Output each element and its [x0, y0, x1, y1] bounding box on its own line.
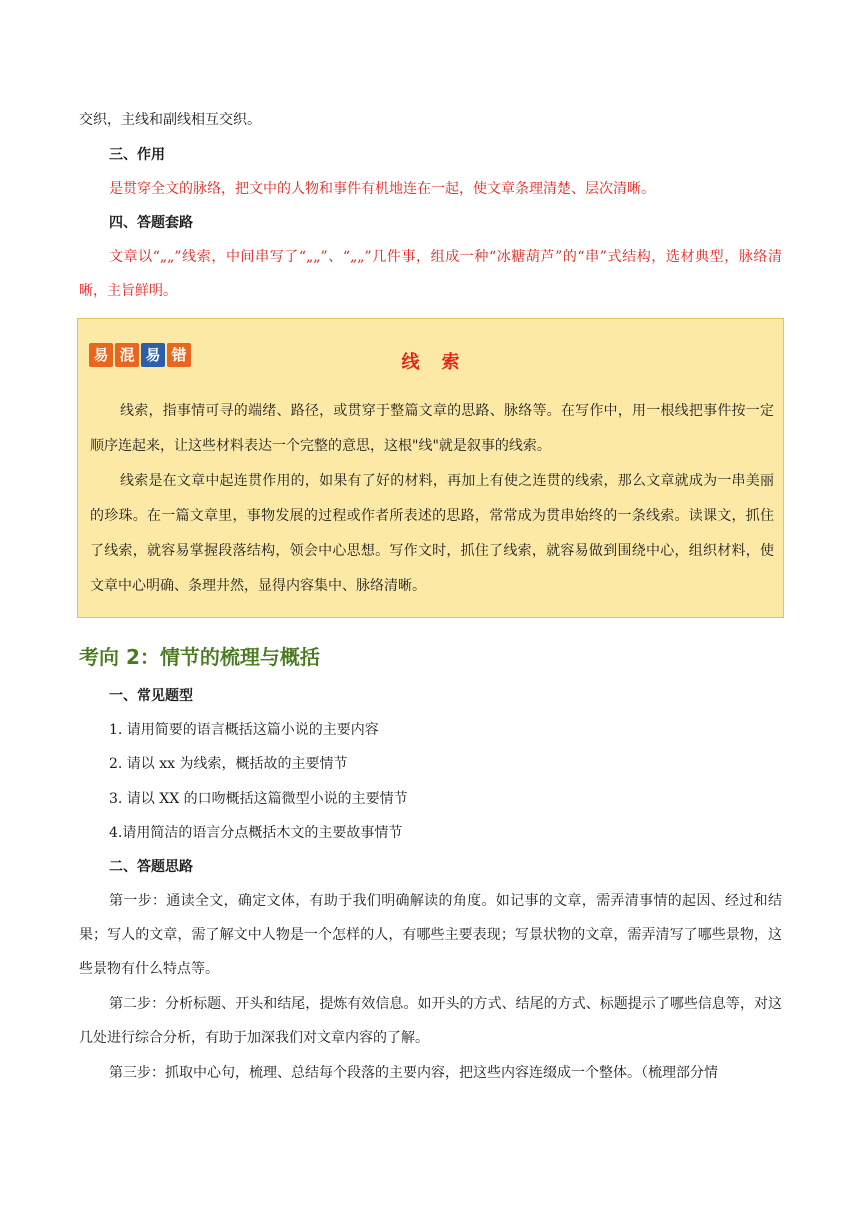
list-item: 3. 请以 XX 的口吻概括这篇微型小说的主要情节 [109, 791, 408, 807]
list-item: 4.请用简洁的语言分点概括木文的主要故事情节 [109, 825, 403, 841]
section-4-body: 文章以“„„”线索，中间串写了“„„”、“„„”几件事，组成一种“冰糖葫芦”的“串”式结构，选材典型，脉络清晰，主旨鲜明。 [79, 249, 782, 299]
list-item: 1. 请用简要的语言概括这篇小说的主要内容 [109, 722, 379, 738]
list-item: 2. 请以 xx 为线索，概括故的主要情节 [109, 756, 348, 772]
continuation-line: 交织，主线和副线相互交织。 [79, 112, 261, 128]
subsection-title-1: 一、常见题型 [109, 688, 193, 704]
badge-char: 易 [89, 343, 113, 367]
section-4-title: 四、答题套路 [109, 215, 193, 231]
step-1-paragraph: 第一步：通读全文，确定文体，有助于我们明确解读的角度。如记事的文章，需弄清事情的起因、经过和结果；写人的文章，需了解文中人物是一个怎样的人，有哪些主要表现；写景状物的文章，需弄清写了哪些景物，这些景物有什么特点等。 [79, 893, 782, 977]
step-3-paragraph: 第三步：抓取中心句，梳理、总结每个段落的主要内容，把这些内容连缀成一个整体。（梳理部分情 [109, 1065, 718, 1081]
step-2-paragraph: 第二步：分析标题、开头和结尾，提炼有效信息。如开头的方式、结尾的方式、标题提示了哪些信息等，对这几处进行综合分析，有助于加深我们对文章内容的了解。 [79, 996, 782, 1046]
section-3-body: 是贯穿全文的脉络，把文中的人物和事件有机地连在一起，使文章条理清楚、层次清晰。 [109, 181, 655, 197]
badge-char: 混 [115, 343, 139, 367]
subsection-title-2: 二、答题思路 [109, 859, 193, 875]
callout-paragraph-1: 线索，指事情可寻的端绪、路径，或贯穿于整篇文章的思路、脉络等。在写作中，用一根线把事件按一定顺序连起来，让这些材料表达一个完整的意思，这根"线"就是叙事的线索。 [90, 403, 774, 454]
section-3-title: 三、作用 [109, 147, 165, 163]
tip-callout-box [77, 318, 784, 618]
callout-paragraph-2: 线索是在文章中起连贯作用的，如果有了好的材料，再加上有使之连贯的线索，那么文章就成为一串美丽的珍珠。在一篇文章里，事物发展的过程或作者所表述的思路，常常成为贯串始终的一条线索。读课文，抓住了线索，就容易掌握段落结构，领会中心思想。写作文时，抓住了线索，就容易做到围绕中心，组织材料，使文章中心明确、条理井然，显得内容集中、脉络清晰。 [90, 473, 774, 594]
callout-title: 线索 [401, 352, 482, 373]
section-heading: 考向 2：情节的梳理与概括 [79, 645, 320, 669]
badge-char: 错 [167, 343, 191, 367]
badge-char: 易 [141, 343, 165, 367]
